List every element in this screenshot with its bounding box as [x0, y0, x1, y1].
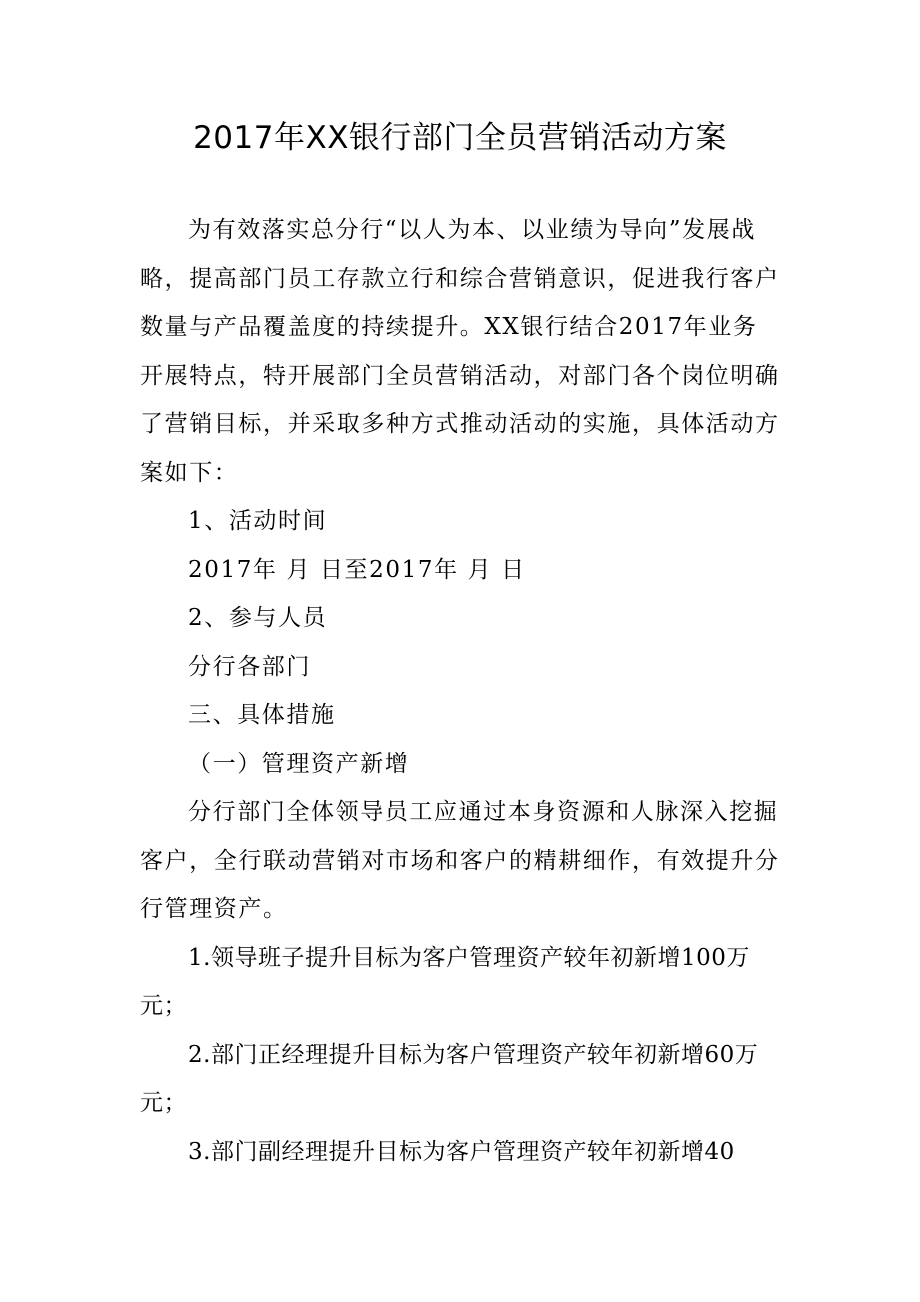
participants-value: 分行各部门	[188, 653, 311, 680]
document-body	[140, 206, 780, 1176]
section-heading-measures: 三、具体措施	[188, 702, 336, 728]
target-item-deputy-manager: 3.部门副经理提升目标为客户管理资产较年初新增40	[188, 1138, 735, 1165]
document-title: 2017年XX银行部门全员营销活动方案	[193, 120, 727, 156]
target-item-leadership: 1.领导班子提升目标为客户管理资产较年初新增100万元；	[140, 944, 750, 1019]
intro-paragraph: 为有效落实总分行“以人为本、以业绩为导向”发展战略，提高部门员工存款立行和综合营销意识，促进我行客户数量与产品覆盖度的持续提升。XX银行结合2017年业务开展特点，特开展部门全员营销活动，对部门各个岗位明确了营销目标，并采取多种方式推动活动的实施，具体活动方案如下：	[140, 217, 780, 486]
section-heading-activity-time: 1、活动时间	[188, 508, 328, 534]
asset-growth-paragraph: 分行部门全体领导员工应通过本身资源和人脉深入挖掘客户，全行联动营销对市场和客户的精耕细作，有效提升分行管理资产。	[140, 799, 780, 922]
target-item-department-manager: 2.部门正经理提升目标为客户管理资产较年初新增60万元；	[140, 1041, 759, 1116]
section-heading-participants: 2、参与人员	[188, 605, 328, 631]
activity-time-value: 2017年 月 日至2017年 月 日	[188, 556, 526, 583]
subsection-heading-asset-growth: （一）管理资产新增	[188, 750, 410, 777]
